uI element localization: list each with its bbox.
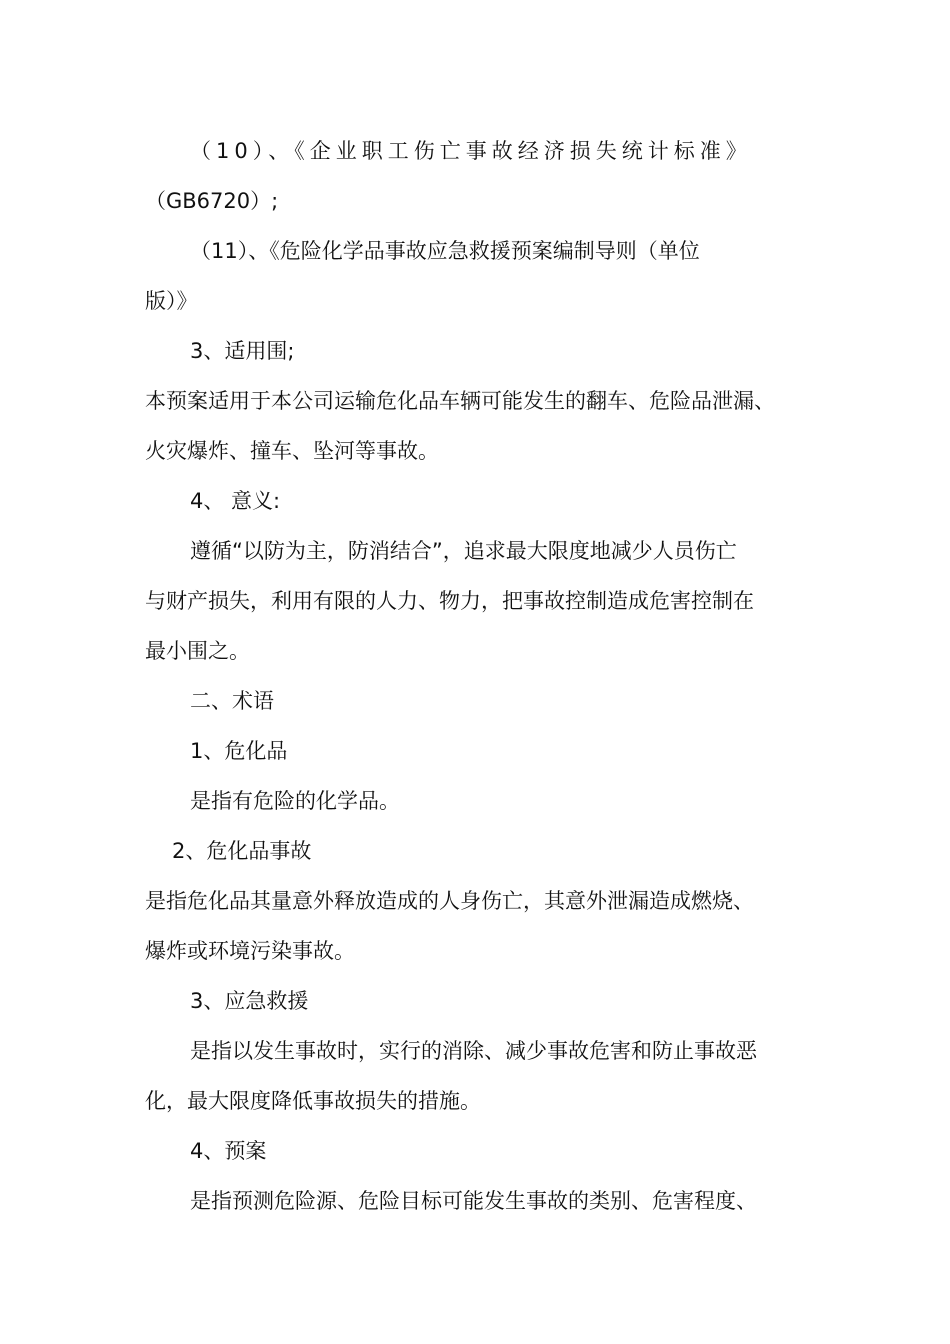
paragraph-significance: 遵循“以防为主，防消结合”，追求最大限度地减少人员伤亡 bbox=[190, 539, 737, 563]
chapter-heading-terms: 二、术语 bbox=[190, 689, 274, 713]
term-definition-4: 是指预测危险源、危险目标可能发生事故的类别、危害程度、 bbox=[190, 1189, 757, 1213]
paragraph-significance-end: 最小围之。 bbox=[145, 639, 250, 663]
term-heading-4: 4、预案 bbox=[190, 1139, 267, 1163]
term-definition-1: 是指有危险的化学品。 bbox=[190, 789, 400, 813]
term-definition-2-cont: 爆炸或环境污染事故。 bbox=[145, 939, 355, 963]
term-heading-3: 3、应急救援 bbox=[190, 989, 309, 1013]
reference-item-10: （10）、《企业职工伤亡事故经济损失统计标准》 bbox=[190, 139, 752, 163]
reference-item-11: （11）、《危险化学品事故应急救援预案编制导则（单位 bbox=[190, 239, 700, 263]
term-definition-3: 是指以发生事故时，实行的消除、减少事故危害和防止事故恶 bbox=[190, 1039, 757, 1063]
section-heading-significance: 4、 意义: bbox=[190, 489, 281, 513]
paragraph-scope: 本预案适用于本公司运输危化品车辆可能发生的翻车、危险品泄漏、 bbox=[145, 389, 775, 413]
term-definition-3-cont: 化，最大限度降低事故损失的措施。 bbox=[145, 1089, 481, 1113]
section-heading-scope: 3、适用围; bbox=[190, 339, 295, 363]
term-definition-2: 是指危化品其量意外释放造成的人身伤亡，其意外泄漏造成燃烧、 bbox=[145, 889, 754, 913]
reference-item-11-cont: 版）》 bbox=[145, 289, 198, 313]
term-heading-1: 1、危化品 bbox=[190, 739, 288, 763]
term-heading-2: 2、危化品事故 bbox=[172, 839, 312, 863]
paragraph-significance-cont: 与财产损失，利用有限的人力、物力，把事故控制造成危害控制在 bbox=[145, 589, 754, 613]
paragraph-scope-cont: 火灾爆炸、撞车、坠河等事故。 bbox=[145, 439, 439, 463]
reference-item-10-code: （GB6720）; bbox=[145, 189, 279, 213]
